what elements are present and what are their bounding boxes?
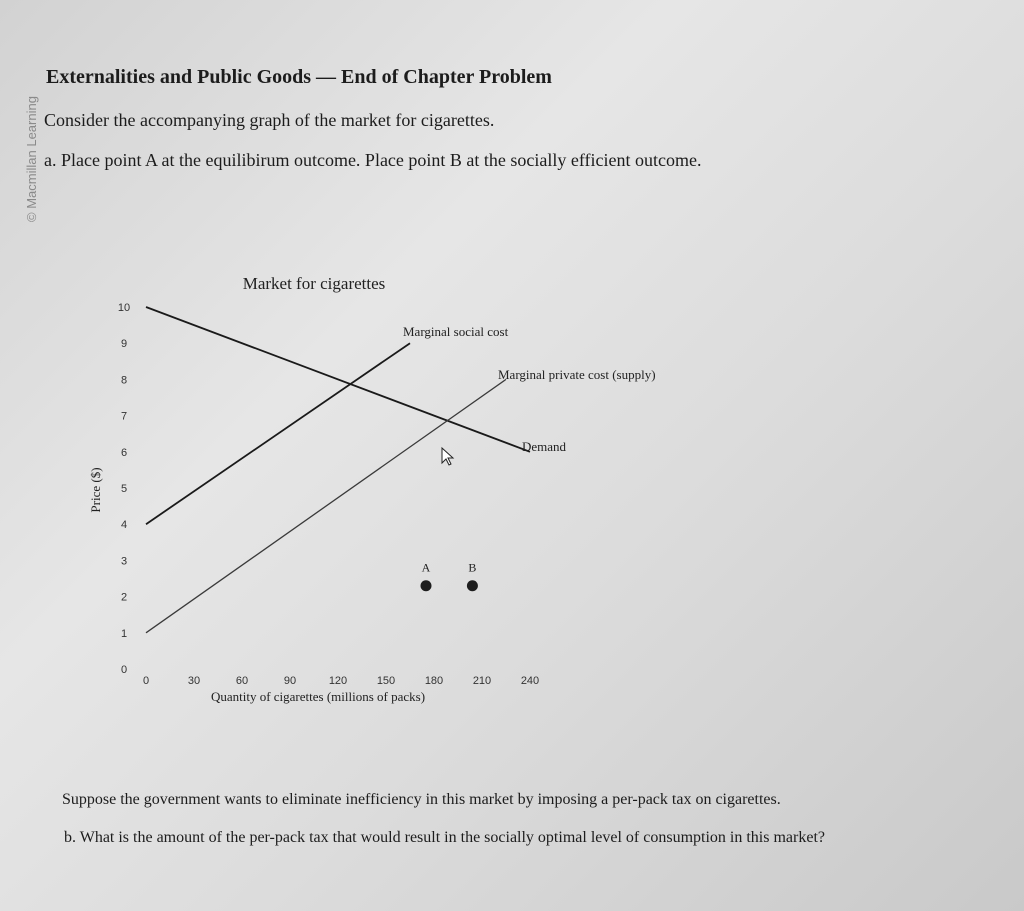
y-tick-label-0: 0 — [120, 664, 128, 676]
y-axis-label: Price ($) — [88, 467, 103, 513]
x-tick-label-120: 120 — [328, 675, 348, 687]
series-label-mpc: Marginal private cost (supply) — [498, 367, 656, 382]
x-axis-label: Quantity of cigarettes (millions of packs) — [210, 689, 426, 704]
chart-title: Market for cigarettes — [242, 274, 386, 293]
y-tick-label-2: 2 — [120, 591, 128, 604]
point-b-marker[interactable] — [467, 580, 478, 591]
point-b-label: B — [468, 560, 477, 575]
point-a-marker[interactable] — [421, 580, 432, 591]
y-tick-label-8: 8 — [120, 374, 128, 387]
y-tick-label-7: 7 — [120, 410, 128, 423]
x-tick-label-150: 150 — [376, 675, 396, 687]
mpc-line — [146, 379, 506, 632]
question-a: a. Place point A at the equilibirum outcome. Place point B at the socially efficient outcome. — [44, 150, 702, 170]
x-tick-label-90: 90 — [283, 675, 297, 687]
point-a-label: A — [421, 560, 431, 575]
series-label-demand: Demand — [522, 439, 567, 454]
intro-text: Consider the accompanying graph of the market for cigarettes. — [44, 110, 495, 130]
copyright-watermark: © Macmillan Learning — [24, 96, 39, 222]
question-b: b. What is the amount of the per-pack tax that would result in the socially optimal level of consumption in this market? — [64, 829, 825, 846]
series-label-msc: Marginal social cost — [403, 324, 509, 339]
y-tick-label-3: 3 — [120, 555, 128, 568]
x-tick-label-240: 240 — [520, 675, 540, 687]
x-tick-label-30: 30 — [187, 675, 201, 687]
page-title: Externalities and Public Goods — End of Chapter Problem — [46, 66, 552, 88]
x-tick-label-0: 0 — [142, 675, 150, 687]
y-tick-label-1: 1 — [120, 627, 128, 640]
y-axis-ticks — [118, 302, 130, 676]
x-tick-label-210: 210 — [472, 675, 492, 687]
x-tick-label-60: 60 — [235, 675, 249, 687]
y-tick-label-4: 4 — [120, 519, 128, 532]
msc-line — [146, 343, 410, 524]
x-tick-label-180: 180 — [424, 675, 444, 687]
y-tick-label-5: 5 — [120, 483, 128, 495]
x-axis-ticks — [143, 675, 539, 687]
y-tick-label-6: 6 — [120, 446, 128, 459]
question-b-intro: Suppose the government wants to eliminate inefficiency in this market by imposing a per-pack tax on cigarettes. — [62, 791, 781, 808]
cursor-pointer-icon — [442, 448, 453, 465]
y-tick-label-10: 10 — [117, 302, 131, 314]
draggable-points[interactable] — [421, 561, 478, 592]
y-tick-label-9: 9 — [120, 338, 128, 351]
